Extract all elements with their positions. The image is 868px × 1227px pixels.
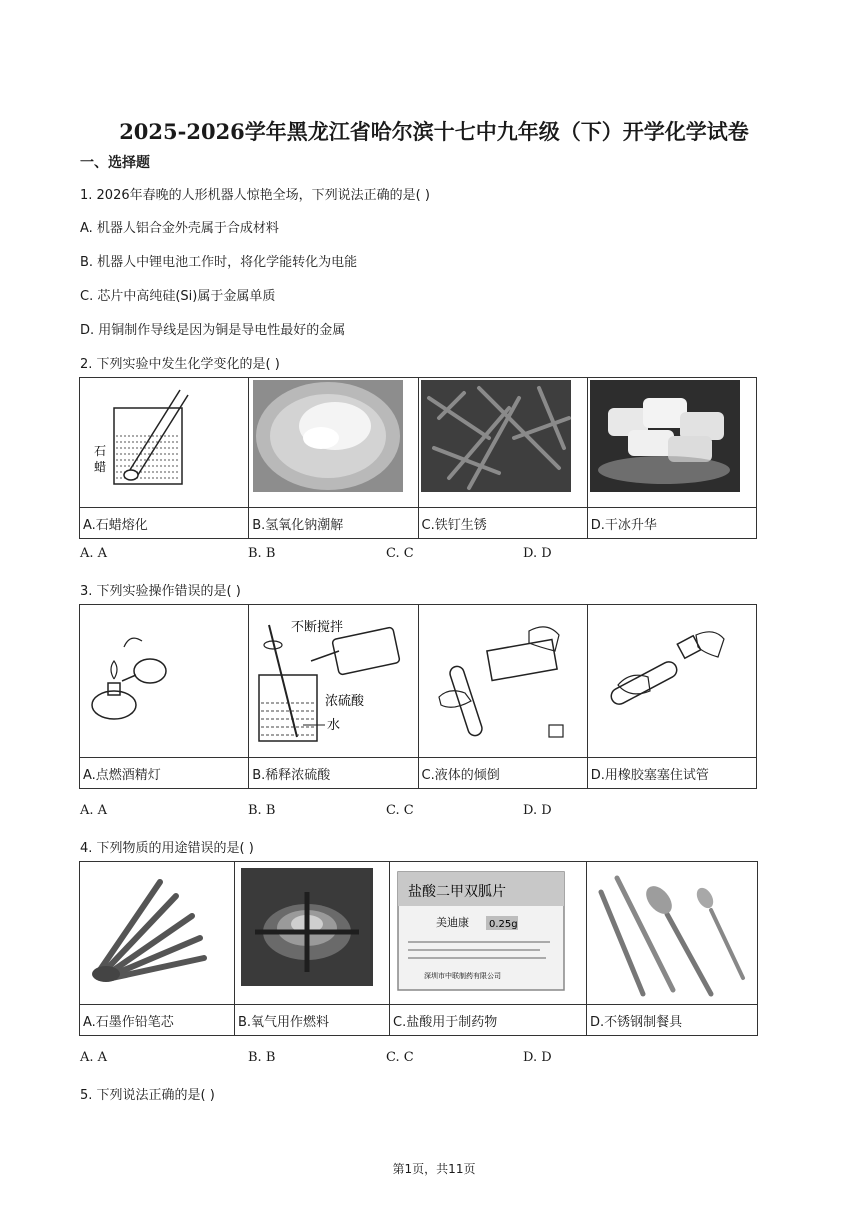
q4-answer-a: A. A [80,1050,108,1065]
q4-figure-d [587,862,758,1005]
label-la: 蜡 [94,460,107,474]
q2-answer-c: C. C [386,546,414,561]
alcohol-lamp-illustration [80,605,248,757]
q5-stem: 5. 下列说法正确的是( ) [80,1088,215,1103]
q4-caption-d: D.不锈钢制餐具 [587,1005,758,1036]
q4-caption-b: B.氧气用作燃料 [235,1005,390,1036]
q2-caption-a: A.石蜡熔化 [80,508,249,539]
q3-answer-d: D. D [523,803,552,818]
q3-caption-c: C.液体的倾倒 [418,758,587,789]
q2-stem: 2. 下列实验中发生化学变化的是( ) [80,357,280,372]
q2-figure-b [249,378,418,508]
box-dose: 0.25g [489,919,518,930]
q1-stem: 1. 2026年春晚的人形机器人惊艳全场，下列说法正确的是( ) [80,188,430,203]
q4-caption-a: A.石墨作铅笔芯 [80,1005,235,1036]
dry-ice-photo [588,378,756,507]
q2-caption-c: C.铁钉生锈 [418,508,587,539]
box-maker: 深圳市中联制药有限公司 [424,972,501,980]
q4-answer-d: D. D [523,1050,552,1065]
q4-answer-c: C. C [386,1050,414,1065]
q2-figure-d [587,378,756,508]
label-shi: 石 [94,444,107,458]
medicine-box-photo [390,862,586,1004]
q4-stem: 4. 下列物质的用途错误的是( ) [80,841,254,856]
q3-figure-a [80,605,249,758]
label-stir: 不断搅拌 [291,620,344,635]
q4-figure-a [80,862,235,1005]
naoh-deliquescence-photo [249,378,417,507]
q3-figure-b [249,605,418,758]
box-title: 盐酸二甲双胍片 [408,884,506,900]
q3-caption-b: B.稀释浓硫酸 [249,758,418,789]
q2-figure-c [418,378,587,508]
q3-caption-d: D.用橡胶塞塞住试管 [587,758,756,789]
q3-caption-a: A.点燃酒精灯 [80,758,249,789]
q1-option-b: B. 机器人中锂电池工作时，将化学能转化为电能 [80,255,358,270]
rubber-stopper-illustration [588,605,756,757]
q4-caption-c: C.盐酸用于制药物 [390,1005,587,1036]
q3-answer-a: A. A [80,803,108,818]
q4-figure-b [235,862,390,1005]
q3-figure-c [418,605,587,758]
pencils-photo [80,862,234,1004]
page-footer: 第1页，共11页 [392,1162,476,1176]
pouring-liquid-illustration [419,605,587,757]
q2-answer-b: B. B [248,546,276,561]
q3-figure-d [587,605,756,758]
box-brand: 美迪康 [436,916,469,929]
q3-stem: 3. 下列实验操作错误的是( ) [80,584,241,599]
cutlery-photo [587,862,757,1004]
beaker-wax-illustration [80,378,248,507]
label-conc-acid: 浓硫酸 [325,694,365,709]
rusty-nails-photo [419,378,587,507]
q3-answer-c: C. C [386,803,414,818]
gas-stove-photo [235,862,389,1004]
q3-figure-table [79,604,757,789]
q2-answer-d: D. D [523,546,552,561]
q4-answer-b: B. B [248,1050,276,1065]
q3-answer-b: B. B [248,803,276,818]
q1-option-c: C. 芯片中高纯硅(Si)属于金属单质 [80,289,276,304]
q1-option-d: D. 用铜制作导线是因为铜是导电性最好的金属 [80,323,346,338]
q2-figure-a [80,378,249,508]
q2-caption-d: D.干冰升华 [587,508,756,539]
q2-caption-b: B.氢氧化钠潮解 [249,508,418,539]
q1-option-a: A. 机器人铝合金外壳属于合成材料 [80,221,279,236]
q4-figure-c [390,862,587,1005]
q2-answer-a: A. A [80,546,108,561]
section-heading: 一、选择题 [80,155,150,171]
label-water: 水 [327,718,341,733]
q2-figure-table [79,377,757,539]
q4-figure-table [79,861,758,1036]
exam-title: 2025-2026学年黑龙江省哈尔滨十七中九年级（下）开学化学试卷 [119,119,749,144]
dilute-sulfuric-acid-illustration [249,605,417,757]
